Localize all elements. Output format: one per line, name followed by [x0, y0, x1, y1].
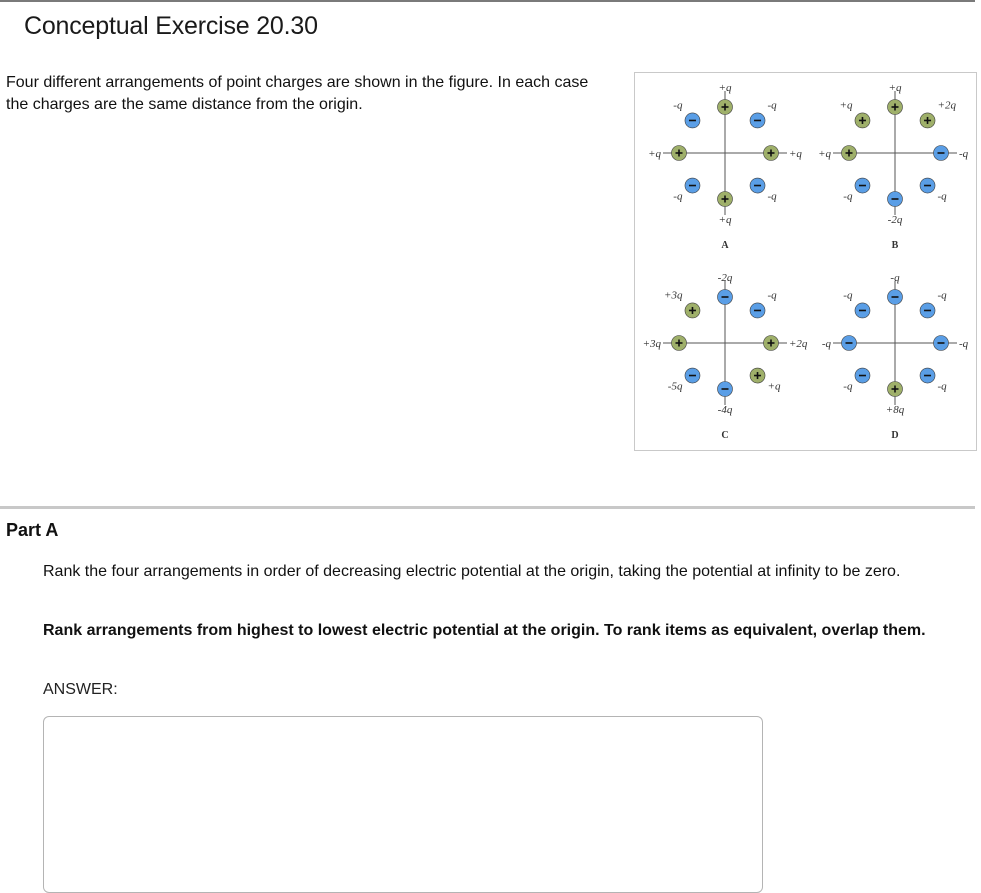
charge-label: -q — [937, 380, 947, 393]
charge-label: +2q — [937, 99, 956, 112]
answer-label: ANSWER: — [43, 681, 118, 698]
charge-a-5 — [673, 178, 700, 203]
top-rule — [0, 0, 975, 2]
question-text: Rank the four arrangements in order of decreasing electric potential at the origin, taking the potential at infinity to be zero. — [43, 563, 901, 580]
charge-label: +q — [789, 148, 802, 160]
arrangement-label-d: D — [891, 430, 899, 441]
charge-label: +3q — [642, 338, 661, 350]
charge-label: +q — [818, 148, 831, 160]
charge-b-3 — [920, 178, 947, 203]
charge-c-7 — [664, 289, 700, 318]
charge-d-5 — [843, 368, 870, 393]
charge-label: -q — [767, 190, 777, 203]
charge-arrangements-figure — [634, 72, 977, 451]
charge-a-1 — [750, 99, 777, 128]
charge-c-3 — [750, 368, 781, 393]
charge-label: +q — [839, 99, 853, 112]
ranking-instruction: Rank arrangements from highest to lowest electric potential at the origin. To rank items as equivalent, overlap them. — [43, 622, 926, 639]
arrangement-label-c: C — [721, 430, 729, 441]
charge-d-1 — [920, 289, 947, 318]
charge-label: +q — [767, 380, 781, 393]
charge-label: +8q — [885, 404, 905, 416]
charge-b-7 — [840, 99, 870, 128]
charge-label: -q — [821, 338, 831, 350]
arrangement-d — [822, 272, 969, 441]
charge-label: +q — [718, 214, 732, 226]
charge-d-3 — [920, 368, 947, 393]
charge-label: -q — [673, 190, 683, 203]
charge-label: -2q — [717, 272, 733, 284]
charge-label: -q — [937, 190, 947, 203]
charge-label: -5q — [667, 380, 683, 393]
charge-a-3 — [750, 178, 777, 203]
arrangement-b — [818, 82, 969, 251]
page-title: Conceptual Exercise 20.30 — [24, 12, 318, 40]
charge-label: +2q — [789, 338, 808, 350]
arrangement-c — [643, 272, 808, 441]
charge-b-5 — [843, 178, 870, 203]
part-title: Part A — [6, 520, 59, 540]
charge-label: -q — [890, 272, 900, 284]
charge-label: -q — [843, 380, 853, 393]
charge-label: -q — [937, 289, 947, 302]
charge-a-7 — [673, 99, 700, 128]
charge-label: +q — [648, 148, 661, 160]
arrangement-label-a: A — [721, 240, 729, 251]
charge-label: -q — [843, 289, 853, 302]
charge-label: +q — [718, 82, 732, 94]
charge-d-7 — [843, 289, 870, 318]
charge-label: -q — [959, 148, 969, 160]
charge-label: -q — [959, 338, 969, 350]
charge-label: +3q — [664, 289, 683, 302]
charge-label: -q — [767, 289, 777, 302]
charge-label: +q — [888, 82, 902, 94]
intro-text: Four different arrangements of point charges are shown in the figure. In each case the charges are the same distance from the origin. — [6, 74, 589, 113]
charge-label: -q — [767, 99, 777, 112]
arrangement-a — [648, 82, 802, 251]
arrangement-label-b: B — [891, 240, 899, 251]
charge-label: -q — [673, 99, 683, 112]
charge-label: -q — [843, 190, 853, 203]
section-divider — [0, 506, 975, 509]
charge-c-5 — [668, 368, 700, 393]
charge-b-1 — [920, 99, 956, 128]
charge-c-1 — [750, 289, 777, 318]
ranking-answer-area[interactable] — [43, 716, 763, 893]
charge-label: -2q — [887, 214, 903, 226]
charge-label: -4q — [717, 404, 733, 416]
